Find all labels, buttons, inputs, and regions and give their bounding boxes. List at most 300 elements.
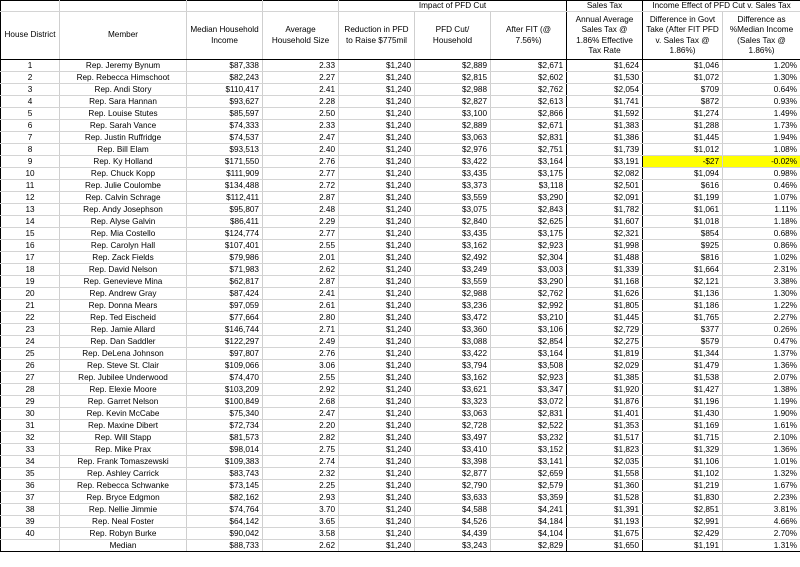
cell-difference: $579	[643, 336, 723, 348]
cell-median-income: $62,817	[187, 276, 263, 288]
cell-pfd-cut: $3,323	[415, 396, 491, 408]
cell-pfd-reduction: $1,240	[339, 276, 415, 288]
cell-household-size: 2.87	[263, 276, 339, 288]
column-header-difference: Difference in Govt Take (After FIT PFD v. Sales Tax @ 1.86%)	[643, 12, 723, 60]
cell-after-fit: $3,164	[491, 156, 567, 168]
cell-median-income: $82,162	[187, 492, 263, 504]
cell-difference: $377	[643, 324, 723, 336]
cell-median-income: $93,513	[187, 144, 263, 156]
cell-household-size: 3.58	[263, 528, 339, 540]
cell-pfd-cut: $3,472	[415, 312, 491, 324]
cell-difference-pct: 1.32%	[723, 468, 800, 480]
cell-pfd-reduction: $1,240	[339, 264, 415, 276]
cell-pfd-cut: $3,088	[415, 336, 491, 348]
cell-difference: -$27	[643, 156, 723, 168]
cell-sales-tax: $1,445	[567, 312, 643, 324]
table-row	[1, 408, 800, 420]
cell-difference: $1,094	[643, 168, 723, 180]
table-row	[1, 240, 800, 252]
cell-sales-tax: $1,675	[567, 528, 643, 540]
cell-household-size: 2.80	[263, 312, 339, 324]
cell-difference-pct: -0.02%	[723, 156, 800, 168]
cell-member: Rep. Donna Mears	[60, 300, 187, 312]
cell-sales-tax: $1,488	[567, 252, 643, 264]
cell-after-fit: $2,579	[491, 480, 567, 492]
cell-district: 35	[1, 468, 60, 480]
cell-median-income: $74,764	[187, 504, 263, 516]
cell-after-fit: $2,613	[491, 96, 567, 108]
table-row	[1, 120, 800, 132]
cell-member: Rep. David Nelson	[60, 264, 187, 276]
cell-after-fit: $2,829	[491, 540, 567, 552]
cell-member: Rep. Kevin McCabe	[60, 408, 187, 420]
cell-district: 33	[1, 444, 60, 456]
cell-pfd-cut: $3,236	[415, 300, 491, 312]
cell-difference: $1,765	[643, 312, 723, 324]
column-header-row	[1, 12, 800, 60]
table-row	[1, 192, 800, 204]
cell-district: 13	[1, 204, 60, 216]
table-row	[1, 204, 800, 216]
column-header-pfd-cut: PFD Cut/ Household	[415, 12, 491, 60]
cell-household-size: 3.70	[263, 504, 339, 516]
cell-difference: $1,106	[643, 456, 723, 468]
cell-pfd-reduction: $1,240	[339, 372, 415, 384]
cell-member: Rep. Andi Story	[60, 84, 187, 96]
cell-member: Rep. Rebecca Schwanke	[60, 480, 187, 492]
cell-household-size: 2.27	[263, 72, 339, 84]
cell-after-fit: $2,602	[491, 72, 567, 84]
table-row	[1, 444, 800, 456]
cell-pfd-cut: $3,360	[415, 324, 491, 336]
cell-sales-tax: $1,391	[567, 504, 643, 516]
cell-household-size: 2.48	[263, 204, 339, 216]
cell-district: 25	[1, 348, 60, 360]
cell-median-income: $171,550	[187, 156, 263, 168]
table-row	[1, 468, 800, 480]
table-row	[1, 360, 800, 372]
table-row	[1, 324, 800, 336]
cell-difference-pct: 1.31%	[723, 540, 800, 552]
cell-difference: $1,664	[643, 264, 723, 276]
cell-pfd-reduction: $1,240	[339, 240, 415, 252]
cell-member: Rep. Justin Ruffridge	[60, 132, 187, 144]
cell-median-income: $122,297	[187, 336, 263, 348]
cell-household-size: 2.71	[263, 324, 339, 336]
cell-household-size: 2.62	[263, 264, 339, 276]
cell-sales-tax: $1,624	[567, 60, 643, 72]
cell-household-size: 2.40	[263, 144, 339, 156]
cell-household-size: 2.61	[263, 300, 339, 312]
cell-member: Rep. Ashley Carrick	[60, 468, 187, 480]
cell-household-size: 2.41	[263, 84, 339, 96]
cell-household-size: 2.76	[263, 156, 339, 168]
cell-difference-pct: 2.23%	[723, 492, 800, 504]
cell-pfd-reduction: $1,240	[339, 108, 415, 120]
cell-difference: $854	[643, 228, 723, 240]
cell-after-fit: $3,141	[491, 456, 567, 468]
cell-sales-tax: $1,805	[567, 300, 643, 312]
cell-difference-pct: 1.22%	[723, 300, 800, 312]
cell-sales-tax: $1,819	[567, 348, 643, 360]
cell-household-size: 2.55	[263, 240, 339, 252]
cell-household-size: 2.68	[263, 396, 339, 408]
cell-pfd-cut: $3,422	[415, 156, 491, 168]
cell-pfd-reduction: $1,240	[339, 348, 415, 360]
cell-difference: $2,121	[643, 276, 723, 288]
cell-difference: $1,715	[643, 432, 723, 444]
cell-pfd-cut: $3,633	[415, 492, 491, 504]
cell-member: Rep. Zack Fields	[60, 252, 187, 264]
cell-median-income: $100,849	[187, 396, 263, 408]
cell-pfd-reduction: $1,240	[339, 420, 415, 432]
cell-difference-pct: 0.47%	[723, 336, 800, 348]
cell-difference-pct: 1.90%	[723, 408, 800, 420]
cell-sales-tax: $2,082	[567, 168, 643, 180]
cell-sales-tax: $1,876	[567, 396, 643, 408]
empty-header-cell	[60, 1, 187, 12]
cell-pfd-cut: $3,559	[415, 276, 491, 288]
cell-median-income: $79,986	[187, 252, 263, 264]
cell-district: 21	[1, 300, 60, 312]
cell-household-size: 2.47	[263, 132, 339, 144]
table-row	[1, 480, 800, 492]
cell-pfd-cut: $2,889	[415, 120, 491, 132]
table-row	[1, 132, 800, 144]
cell-after-fit: $3,003	[491, 264, 567, 276]
cell-difference: $1,427	[643, 384, 723, 396]
cell-sales-tax: $1,528	[567, 492, 643, 504]
cell-difference: $1,186	[643, 300, 723, 312]
cell-pfd-reduction: $1,240	[339, 84, 415, 96]
cell-household-size: 2.49	[263, 336, 339, 348]
cell-district: 30	[1, 408, 60, 420]
cell-sales-tax: $1,741	[567, 96, 643, 108]
cell-after-fit: $4,241	[491, 504, 567, 516]
cell-pfd-reduction: $1,240	[339, 324, 415, 336]
cell-pfd-reduction: $1,240	[339, 228, 415, 240]
cell-pfd-reduction: $1,240	[339, 492, 415, 504]
cell-sales-tax: $1,386	[567, 132, 643, 144]
cell-member: Rep. Mia Costello	[60, 228, 187, 240]
cell-household-size: 3.06	[263, 360, 339, 372]
cell-after-fit: $3,175	[491, 168, 567, 180]
table-row	[1, 216, 800, 228]
cell-median-income: $90,042	[187, 528, 263, 540]
cell-difference-pct: 1.67%	[723, 480, 800, 492]
cell-member: Rep. Rebecca Himschoot	[60, 72, 187, 84]
cell-pfd-reduction: $1,240	[339, 384, 415, 396]
cell-after-fit: $2,762	[491, 84, 567, 96]
cell-district: 18	[1, 264, 60, 276]
cell-difference: $1,072	[643, 72, 723, 84]
cell-difference-pct: 0.68%	[723, 228, 800, 240]
group-header-pfd: Impact of PFD Cut	[339, 1, 567, 12]
cell-member: Rep. Steve St. Clair	[60, 360, 187, 372]
cell-difference-pct: 1.19%	[723, 396, 800, 408]
cell-pfd-reduction: $1,240	[339, 456, 415, 468]
cell-difference-pct: 1.30%	[723, 72, 800, 84]
table-row	[1, 456, 800, 468]
cell-member: Rep. Andrew Gray	[60, 288, 187, 300]
cell-sales-tax: $1,360	[567, 480, 643, 492]
cell-household-size: 2.74	[263, 456, 339, 468]
cell-household-size: 2.25	[263, 480, 339, 492]
cell-difference: $1,274	[643, 108, 723, 120]
cell-member: Rep. Maxine Dibert	[60, 420, 187, 432]
cell-difference-pct: 1.37%	[723, 348, 800, 360]
cell-district: 23	[1, 324, 60, 336]
cell-district: 24	[1, 336, 60, 348]
cell-district: 22	[1, 312, 60, 324]
table-row	[1, 384, 800, 396]
cell-difference-pct: 1.36%	[723, 360, 800, 372]
cell-district: 29	[1, 396, 60, 408]
cell-district: 26	[1, 360, 60, 372]
cell-pfd-cut: $2,840	[415, 216, 491, 228]
cell-difference: $1,196	[643, 396, 723, 408]
cell-pfd-reduction: $1,240	[339, 312, 415, 324]
cell-difference: $816	[643, 252, 723, 264]
cell-difference: $1,012	[643, 144, 723, 156]
cell-difference-pct: 0.46%	[723, 180, 800, 192]
cell-after-fit: $2,659	[491, 468, 567, 480]
cell-difference: $872	[643, 96, 723, 108]
cell-pfd-reduction: $1,240	[339, 504, 415, 516]
table-row	[1, 288, 800, 300]
cell-household-size: 2.29	[263, 216, 339, 228]
cell-median-income: $73,145	[187, 480, 263, 492]
cell-difference-pct: 0.86%	[723, 240, 800, 252]
cell-difference-pct: 3.81%	[723, 504, 800, 516]
table-row	[1, 264, 800, 276]
cell-difference-pct: 1.02%	[723, 252, 800, 264]
cell-difference: $1,344	[643, 348, 723, 360]
table-row	[1, 372, 800, 384]
cell-household-size: 2.01	[263, 252, 339, 264]
cell-sales-tax: $1,626	[567, 288, 643, 300]
cell-median-income: $146,744	[187, 324, 263, 336]
cell-district: 31	[1, 420, 60, 432]
cell-after-fit: $2,522	[491, 420, 567, 432]
cell-district: 19	[1, 276, 60, 288]
cell-pfd-cut: $3,075	[415, 204, 491, 216]
cell-pfd-reduction: $1,240	[339, 96, 415, 108]
cell-member: Rep. Garret Nelson	[60, 396, 187, 408]
cell-pfd-cut: $2,988	[415, 84, 491, 96]
cell-pfd-reduction: $1,240	[339, 60, 415, 72]
cell-member: Rep. Andy Josephson	[60, 204, 187, 216]
cell-pfd-cut: $4,588	[415, 504, 491, 516]
cell-household-size: 2.32	[263, 468, 339, 480]
cell-pfd-reduction: $1,240	[339, 336, 415, 348]
cell-pfd-reduction: $1,240	[339, 72, 415, 84]
cell-median-income: $109,383	[187, 456, 263, 468]
group-header-row	[1, 1, 800, 12]
cell-district: 36	[1, 480, 60, 492]
cell-difference: $1,061	[643, 204, 723, 216]
cell-pfd-reduction: $1,240	[339, 408, 415, 420]
cell-difference-pct: 1.49%	[723, 108, 800, 120]
cell-difference: $1,102	[643, 468, 723, 480]
cell-median-income: $64,142	[187, 516, 263, 528]
cell-sales-tax: $2,321	[567, 228, 643, 240]
cell-sales-tax: $1,385	[567, 372, 643, 384]
cell-median-income: $82,243	[187, 72, 263, 84]
cell-difference: $1,219	[643, 480, 723, 492]
cell-pfd-cut: $3,243	[415, 540, 491, 552]
cell-median-income: $107,401	[187, 240, 263, 252]
cell-member: Rep. Chuck Kopp	[60, 168, 187, 180]
cell-after-fit: $3,072	[491, 396, 567, 408]
cell-sales-tax: $1,920	[567, 384, 643, 396]
cell-district: 40	[1, 528, 60, 540]
cell-difference-pct: 4.66%	[723, 516, 800, 528]
cell-pfd-cut: $3,249	[415, 264, 491, 276]
cell-district: 8	[1, 144, 60, 156]
cell-district: 4	[1, 96, 60, 108]
cell-member: Rep. Sara Hannan	[60, 96, 187, 108]
cell-median-income: $74,333	[187, 120, 263, 132]
cell-pfd-reduction: $1,240	[339, 204, 415, 216]
cell-after-fit: $3,118	[491, 180, 567, 192]
cell-sales-tax: $1,823	[567, 444, 643, 456]
table-row	[1, 156, 800, 168]
cell-district: 5	[1, 108, 60, 120]
cell-difference-pct: 1.01%	[723, 456, 800, 468]
cell-sales-tax: $1,782	[567, 204, 643, 216]
cell-median-income: $109,066	[187, 360, 263, 372]
cell-difference-pct: 1.73%	[723, 120, 800, 132]
cell-after-fit: $4,104	[491, 528, 567, 540]
cell-sales-tax: $1,607	[567, 216, 643, 228]
cell-pfd-reduction: $1,240	[339, 360, 415, 372]
cell-median-income: $83,743	[187, 468, 263, 480]
cell-difference-pct: 1.07%	[723, 192, 800, 204]
cell-difference: $1,430	[643, 408, 723, 420]
table-row	[1, 492, 800, 504]
cell-pfd-cut: $2,790	[415, 480, 491, 492]
cell-pfd-cut: $2,877	[415, 468, 491, 480]
empty-header-cell	[263, 1, 339, 12]
table-row	[1, 180, 800, 192]
cell-pfd-reduction: $1,240	[339, 300, 415, 312]
cell-difference-pct: 2.10%	[723, 432, 800, 444]
cell-pfd-cut: $3,063	[415, 408, 491, 420]
cell-household-size: 2.77	[263, 168, 339, 180]
cell-difference-pct: 0.93%	[723, 96, 800, 108]
cell-district: 37	[1, 492, 60, 504]
cell-after-fit: $2,923	[491, 240, 567, 252]
cell-sales-tax: $1,592	[567, 108, 643, 120]
cell-member: Rep. Mike Prax	[60, 444, 187, 456]
cell-difference: $2,851	[643, 504, 723, 516]
cell-difference-pct: 3.38%	[723, 276, 800, 288]
cell-district: 6	[1, 120, 60, 132]
cell-pfd-cut: $2,889	[415, 60, 491, 72]
cell-sales-tax: $2,501	[567, 180, 643, 192]
table-row	[1, 528, 800, 540]
cell-pfd-reduction: $1,240	[339, 144, 415, 156]
cell-pfd-cut: $3,063	[415, 132, 491, 144]
table-row	[1, 504, 800, 516]
cell-sales-tax: $1,401	[567, 408, 643, 420]
table-row	[1, 72, 800, 84]
cell-pfd-cut: $2,827	[415, 96, 491, 108]
cell-member: Rep. Elexie Moore	[60, 384, 187, 396]
cell-member: Rep. Carolyn Hall	[60, 240, 187, 252]
cell-median-income: $77,664	[187, 312, 263, 324]
cell-sales-tax: $1,383	[567, 120, 643, 132]
table-row	[1, 312, 800, 324]
table-row	[1, 60, 800, 72]
cell-pfd-reduction: $1,240	[339, 252, 415, 264]
cell-after-fit: $2,304	[491, 252, 567, 264]
cell-household-size: 2.87	[263, 192, 339, 204]
cell-difference: $1,199	[643, 192, 723, 204]
cell-difference: $709	[643, 84, 723, 96]
cell-difference: $1,136	[643, 288, 723, 300]
cell-member: Median	[60, 540, 187, 552]
cell-household-size: 2.72	[263, 180, 339, 192]
cell-district: 17	[1, 252, 60, 264]
cell-difference-pct: 2.27%	[723, 312, 800, 324]
cell-pfd-cut: $2,492	[415, 252, 491, 264]
cell-difference-pct: 0.26%	[723, 324, 800, 336]
cell-member: Rep. Jeremy Bynum	[60, 60, 187, 72]
cell-median-income: $74,470	[187, 372, 263, 384]
cell-district: 2	[1, 72, 60, 84]
cell-pfd-cut: $3,435	[415, 228, 491, 240]
cell-difference: $1,445	[643, 132, 723, 144]
cell-difference-pct: 1.08%	[723, 144, 800, 156]
cell-after-fit: $3,232	[491, 432, 567, 444]
cell-difference-pct: 1.61%	[723, 420, 800, 432]
cell-member: Rep. DeLena Johnson	[60, 348, 187, 360]
cell-difference-pct: 2.31%	[723, 264, 800, 276]
cell-district: 7	[1, 132, 60, 144]
cell-household-size: 2.47	[263, 408, 339, 420]
cell-after-fit: $2,831	[491, 132, 567, 144]
cell-difference: $1,288	[643, 120, 723, 132]
cell-after-fit: $2,671	[491, 120, 567, 132]
cell-difference-pct: 2.70%	[723, 528, 800, 540]
cell-after-fit: $2,866	[491, 108, 567, 120]
cell-pfd-reduction: $1,240	[339, 480, 415, 492]
cell-difference-pct: 1.30%	[723, 288, 800, 300]
cell-median-income: $75,340	[187, 408, 263, 420]
cell-pfd-reduction: $1,240	[339, 192, 415, 204]
cell-pfd-cut: $3,398	[415, 456, 491, 468]
table-row	[1, 96, 800, 108]
cell-member: Rep. Neal Foster	[60, 516, 187, 528]
cell-after-fit: $2,831	[491, 408, 567, 420]
table-row	[1, 396, 800, 408]
cell-member: Rep. Bill Elam	[60, 144, 187, 156]
cell-member: Rep. Louise Stutes	[60, 108, 187, 120]
cell-median-income: $124,774	[187, 228, 263, 240]
table-row	[1, 84, 800, 96]
cell-pfd-reduction: $1,240	[339, 540, 415, 552]
cell-after-fit: $4,184	[491, 516, 567, 528]
table-row	[1, 252, 800, 264]
cell-pfd-reduction: $1,240	[339, 432, 415, 444]
cell-pfd-reduction: $1,240	[339, 168, 415, 180]
cell-pfd-cut: $2,988	[415, 288, 491, 300]
cell-median-income: $110,417	[187, 84, 263, 96]
cell-household-size: 2.55	[263, 372, 339, 384]
cell-pfd-reduction: $1,240	[339, 180, 415, 192]
